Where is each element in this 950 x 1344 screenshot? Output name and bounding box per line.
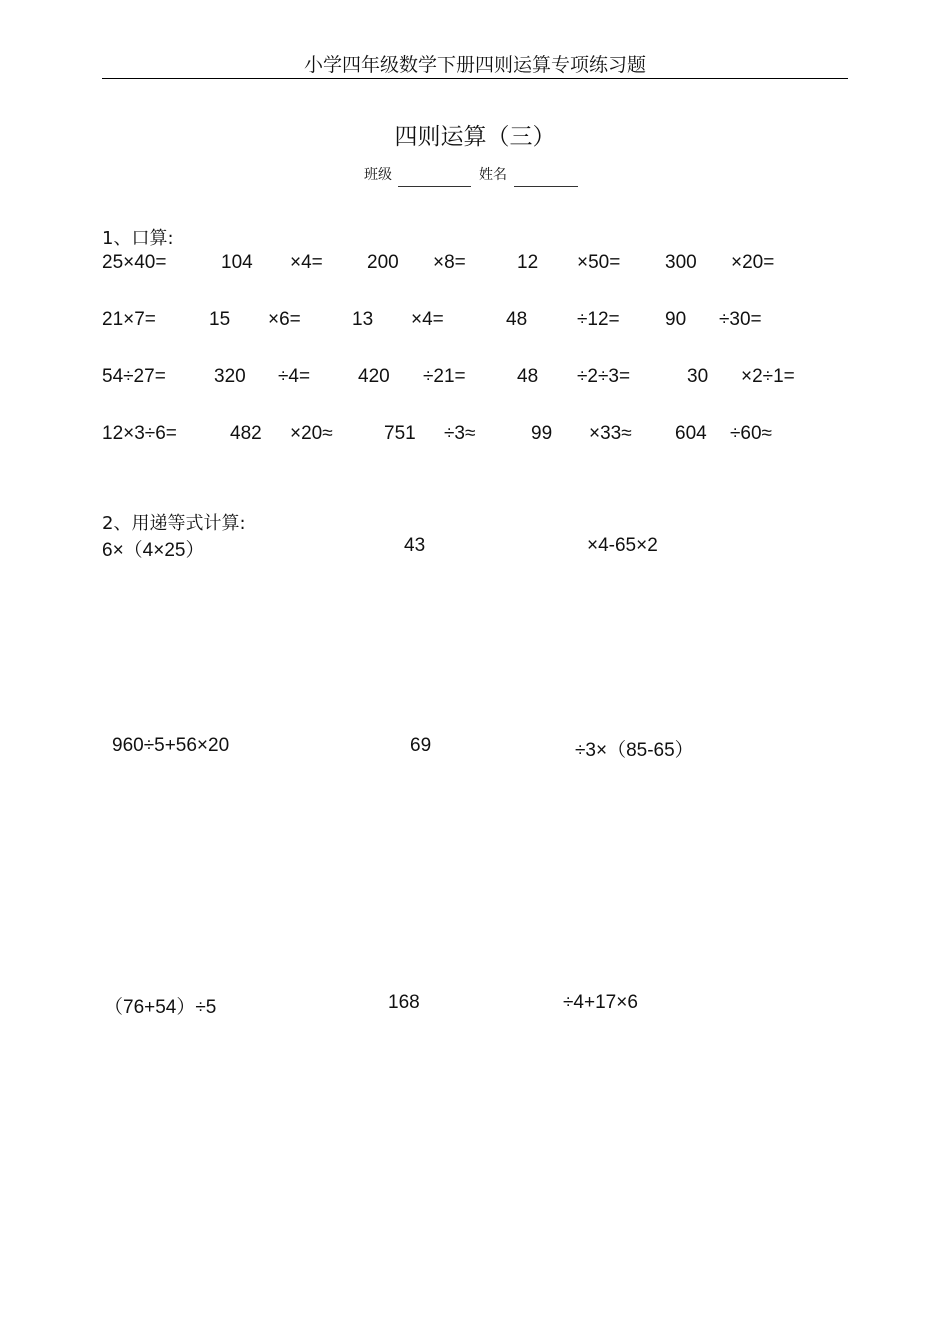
oral-cell: ÷21= — [423, 366, 466, 387]
oral-cell: 15 — [209, 309, 231, 330]
oral-cell: ×8= — [433, 252, 466, 273]
expression-item: 168 — [388, 992, 420, 1013]
expression-item: 69 — [410, 735, 432, 756]
oral-cell: 30 — [687, 366, 709, 387]
oral-cell: 420 — [358, 366, 390, 387]
oral-cell: 604 — [675, 423, 707, 444]
oral-cell: 48 — [506, 309, 528, 330]
name-blank[interactable] — [514, 186, 578, 187]
oral-cell: ×6= — [268, 309, 301, 330]
name-label: 姓名 — [479, 167, 507, 183]
oral-cell: ×20≈ — [290, 423, 333, 444]
oral-cell: ×4= — [290, 252, 323, 273]
expression-item: 960÷5+56×20 — [112, 735, 230, 756]
oral-cell: 90 — [665, 309, 687, 330]
oral-cell: ÷60≈ — [730, 423, 772, 444]
header-divider — [102, 78, 848, 79]
oral-cell: ÷12= — [577, 309, 620, 330]
oral-cell: ÷4= — [278, 366, 311, 387]
oral-cell: 12 — [517, 252, 539, 273]
expression-item: 6×（4×25） — [102, 540, 205, 561]
oral-cell: 25×40= — [102, 252, 167, 273]
oral-cell: 200 — [367, 252, 399, 273]
oral-cell: ÷3≈ — [444, 423, 476, 444]
expression-item: ÷4+17×6 — [563, 992, 638, 1013]
section2-heading: 2、用递等式计算: — [102, 513, 246, 534]
oral-cell: 21×7= — [102, 309, 156, 330]
expression-item: 43 — [404, 535, 426, 556]
section1-heading: 1、口算: — [102, 228, 174, 249]
expression-item: （76+54）÷5 — [104, 997, 217, 1018]
oral-cell: 320 — [214, 366, 246, 387]
oral-cell: ×4= — [411, 309, 444, 330]
expression-item: ×4-65×2 — [587, 535, 658, 556]
worksheet-title: 四则运算（三） — [394, 124, 556, 150]
oral-cell: 13 — [352, 309, 374, 330]
class-blank[interactable] — [398, 186, 471, 187]
page-header: 小学四年级数学下册四则运算专项练习题 — [303, 54, 646, 76]
class-label: 班级 — [364, 167, 392, 183]
oral-cell: 104 — [221, 252, 253, 273]
oral-cell: 54÷27= — [102, 366, 166, 387]
oral-cell: 12×3÷6= — [102, 423, 177, 444]
oral-cell: ×2÷1= — [741, 366, 795, 387]
oral-cell: ×50= — [577, 252, 621, 273]
oral-cell: ×33≈ — [589, 423, 632, 444]
oral-cell: ×20= — [731, 252, 775, 273]
oral-cell: ÷30= — [719, 309, 762, 330]
oral-cell: 751 — [384, 423, 416, 444]
oral-cell: 300 — [665, 252, 697, 273]
expression-item: ÷3×（85-65） — [575, 740, 694, 761]
oral-cell: 99 — [531, 423, 553, 444]
oral-cell: 48 — [517, 366, 539, 387]
oral-cell: ÷2÷3= — [577, 366, 631, 387]
oral-cell: 482 — [230, 423, 262, 444]
